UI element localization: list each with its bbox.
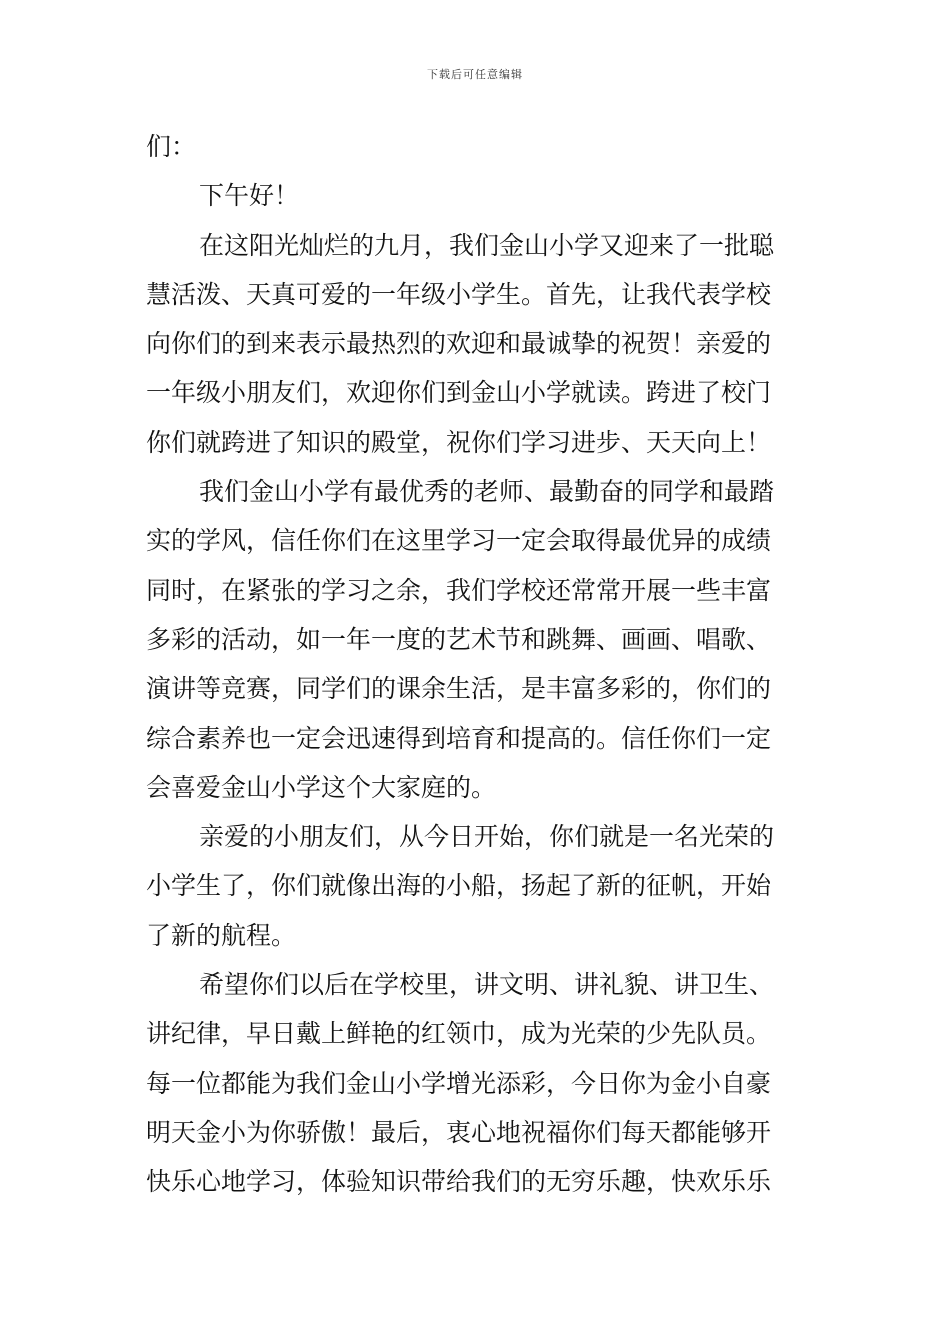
text-line: 下午好！ bbox=[199, 181, 300, 211]
text-line: 们： bbox=[146, 132, 197, 161]
text-line: 会喜爱金山小学这个大家庭的。 bbox=[146, 772, 497, 802]
text-line: 实的学风，信任你们在这里学习一定会取得最优异的成绩 bbox=[146, 526, 772, 556]
text-line: 演讲等竞赛，同学们的课余生活，是丰富多彩的，你们的 bbox=[146, 674, 772, 704]
text-line: 多彩的活动，如一年一度的艺术节和跳舞、画画、唱歌、 bbox=[146, 624, 772, 654]
text-line: 小学生了，你们就像出海的小船，扬起了新的征帆，开始 bbox=[146, 871, 772, 901]
text-line: 亲爱的小朋友们，从今日开始，你们就是一名光荣的 bbox=[199, 822, 775, 852]
text-line: 我们金山小学有最优秀的老师、最勤奋的同学和最踏 bbox=[199, 477, 775, 507]
text-line: 希望你们以后在学校里，讲文明、讲礼貌、讲卫生、 bbox=[199, 970, 775, 1000]
text-line: 明天金小为你骄傲！最后，衷心地祝福你们每天都能够开 bbox=[146, 1117, 772, 1147]
text-line: 你们就跨进了知识的殿堂，祝你们学习进步、天天向上！ bbox=[146, 427, 772, 457]
text-line: 每一位都能为我们金山小学增光添彩，今日你为金小自豪 bbox=[146, 1068, 772, 1098]
text-line: 慧活泼、天真可爱的一年级小学生。首先，让我代表学校 bbox=[146, 279, 772, 309]
text-line: 快乐心地学习，体验知识带给我们的无穷乐趣，快欢乐乐 bbox=[146, 1167, 772, 1197]
text-line: 讲纪律，早日戴上鲜艳的红领巾，成为光荣的少先队员。 bbox=[146, 1019, 772, 1049]
text-line: 一年级小朋友们，欢迎你们到金山小学就读。跨进了校门 bbox=[146, 378, 772, 408]
download-note: 下载后可任意编辑 bbox=[427, 68, 523, 81]
text-line: 了新的航程。 bbox=[146, 920, 297, 950]
text-line: 在这阳光灿烂的九月，我们金山小学又迎来了一批聪 bbox=[199, 230, 775, 260]
text-line: 向你们的到来表示最热烈的欢迎和最诚挚的祝贺！亲爱的 bbox=[146, 329, 772, 359]
text-line: 同时，在紧张的学习之余，我们学校还常常开展一些丰富 bbox=[146, 575, 772, 605]
document-body bbox=[146, 122, 806, 1207]
text-line: 综合素养也一定会迅速得到培育和提高的。信任你们一定 bbox=[146, 723, 772, 753]
